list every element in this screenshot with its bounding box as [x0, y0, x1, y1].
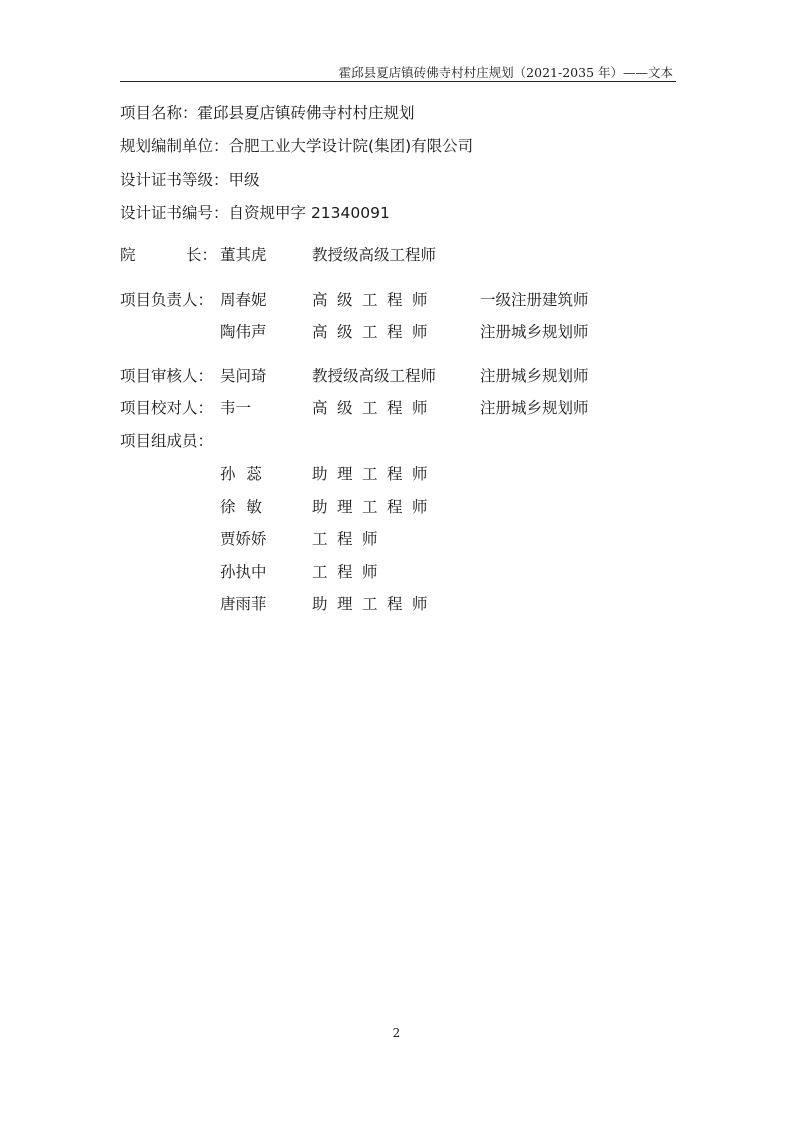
proofreader-title: 高级工程师 [312, 399, 438, 417]
member-title-3: 工程师 [312, 530, 388, 548]
page-number: 2 [392, 1026, 401, 1040]
project-name-label: 项目名称： [120, 104, 198, 122]
lead-name-1: 周春妮 [220, 291, 267, 309]
member-name-3: 贾娇娇 [220, 530, 267, 548]
reviewer-name: 吴问琦 [220, 367, 267, 385]
dean-label [120, 245, 217, 265]
reviewer-label: 项目审核人： [120, 367, 214, 385]
lead-label: 项目负责人： [120, 291, 214, 309]
lead-cert-2: 注册城乡规划师 [480, 323, 589, 341]
cert-no-label: 设计证书编号： [120, 204, 229, 222]
project-name-line [120, 103, 415, 123]
proofreader-label: 项目校对人： [120, 399, 214, 417]
lead-name-2: 陶伟声 [220, 323, 267, 341]
dean-name: 董其虎 [220, 246, 267, 264]
member-name-1: 孙 蕊 [220, 465, 265, 483]
unit-line [120, 136, 473, 156]
lead-cert-1: 一级注册建筑师 [480, 291, 589, 309]
members-label: 项目组成员： [120, 432, 214, 450]
dean-title: 教授级高级工程师 [312, 246, 437, 264]
project-name-value: 霍邱县夏店镇砖佛寺村村庄规划 [197, 104, 415, 122]
proofreader-name: 韦一 [220, 399, 252, 417]
header-title: 霍邱县夏店镇砖佛寺村村庄规划（2021-2035 年）——文本 [338, 65, 673, 80]
unit-label: 规划编制单位： [120, 137, 229, 155]
dean-label-a: 院 [120, 246, 136, 264]
header-rule [120, 81, 676, 82]
lead-title-1: 高级工程师 [312, 291, 438, 309]
member-title-5: 助理工程师 [312, 595, 438, 613]
grade-label: 设计证书等级： [120, 171, 229, 189]
cert-no-value: 自资规甲字 21340091 [228, 204, 390, 222]
member-name-2: 徐 敏 [220, 498, 265, 516]
proofreader-cert: 注册城乡规划师 [480, 399, 589, 417]
lead-title-2: 高级工程师 [312, 323, 438, 341]
dean-label-b: 长： [186, 246, 218, 264]
grade-line [120, 170, 260, 190]
unit-value: 合肥工业大学设计院(集团)有限公司 [228, 137, 474, 155]
member-title-4: 工程师 [312, 563, 388, 581]
member-name-5: 唐雨菲 [220, 595, 267, 613]
reviewer-title: 教授级高级工程师 [312, 367, 437, 385]
member-title-2: 助理工程师 [312, 498, 438, 516]
reviewer-cert: 注册城乡规划师 [480, 367, 589, 385]
member-name-4: 孙执中 [220, 563, 267, 581]
cert-no-line [120, 203, 390, 223]
member-title-1: 助理工程师 [312, 465, 438, 483]
grade-value: 甲级 [228, 171, 260, 189]
